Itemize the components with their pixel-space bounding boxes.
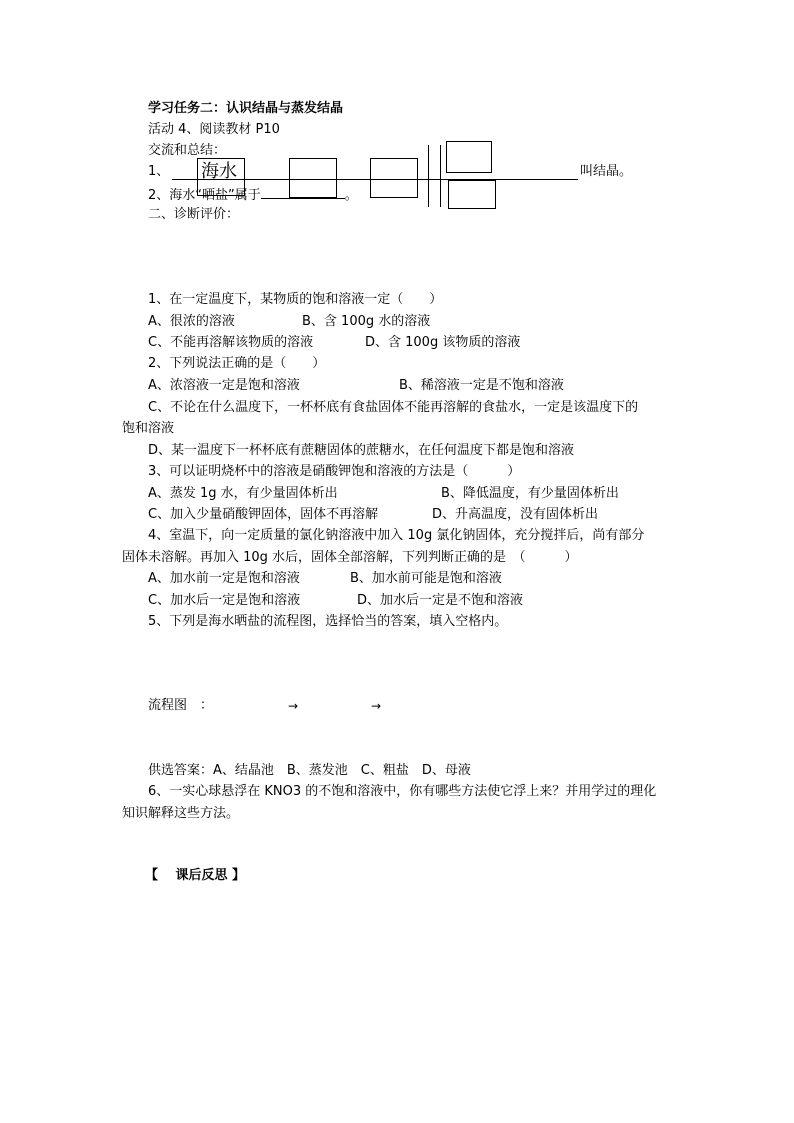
q2-option-c-line1: C、不论在什么温度下，一杯杯底有食盐固体不能再溶解的食盐水，一定是该温度下的 [148, 400, 639, 415]
q4-option-d: D、加水后一定是不饱和溶液 [357, 593, 524, 608]
q5-flow-arrow-1: → [288, 699, 299, 713]
item2-blank [261, 186, 345, 199]
activity-line: 活动 4、阅读教材 P10 [148, 122, 280, 137]
q4-stem-line1: 4、室温下，向一定质量的氯化钠溶液中加入 10g 氯化钠固体，充分搅拌后，尚有部分 [148, 528, 645, 543]
summary-heading: 交流和总结： [148, 143, 227, 158]
q6-line2: 知识解释这些方法。 [122, 806, 240, 821]
q2-option-b: B、稀溶液一定是不饱和溶液 [399, 378, 564, 393]
q3-option-c: C、加入少量硝酸钾固体，固体不再溶解 [148, 507, 379, 522]
q1-option-b: B、含 100g 水的溶液 [302, 314, 431, 329]
item2-line [148, 186, 358, 204]
diagram-divider-right [440, 145, 441, 207]
q3-option-a: A、蒸发 1g 水，有少量固体析出 [148, 486, 338, 501]
q4-stem-line2: 固体未溶解。再加入 10g 水后，固体全部溶解，下列判断正确的是 （ ） [122, 550, 578, 565]
q3-option-b: B、降低温度，有少量固体析出 [441, 486, 619, 501]
diagram-box-5 [448, 180, 496, 209]
diagram-box-3 [370, 158, 418, 198]
q5-stem: 5、下列是海水晒盐的流程图，选择恰当的答案，填入空格内。 [148, 614, 508, 629]
q4-option-b: B、加水前可能是饱和溶液 [350, 571, 502, 586]
task-title: 学习任务二：认识结晶与蒸发结晶 [148, 101, 344, 116]
item2-suffix: 。 [344, 188, 358, 203]
item1-prefix: 1、 [148, 164, 170, 179]
diagram-box-4 [446, 141, 492, 173]
q3-option-d: D、升高温度，没有固体析出 [432, 507, 599, 522]
q5-flow-arrow-2: → [371, 699, 382, 713]
q1-option-c: C、不能再溶解该物质的溶液 [148, 335, 314, 350]
q2-option-c-line2: 饱和溶液 [122, 421, 175, 436]
q2-stem: 2、下列说法正确的是（ ） [148, 356, 326, 371]
q2-option-a: A、浓溶液一定是饱和溶液 [148, 378, 300, 393]
item1-suffix: 叫结晶。 [580, 164, 633, 179]
evaluation-heading: 二、诊断评价： [148, 207, 240, 222]
q1-option-d: D、含 100g 该物质的溶液 [365, 335, 521, 350]
diagram-divider-left [428, 145, 429, 207]
q4-option-c: C、加水后一定是饱和溶液 [148, 593, 301, 608]
q4-option-a: A、加水前一定是饱和溶液 [148, 571, 300, 586]
q1-option-a: A、很浓的溶液 [148, 314, 235, 329]
q5-flow-label: 流程图 ： [148, 698, 214, 713]
q5-answer-options: 供选答案：A、结晶池 B、蒸发池 C、粗盐 D、母液 [148, 763, 471, 778]
q1-stem: 1、在一定温度下，某物质的饱和溶液一定（ ） [148, 292, 443, 307]
item2-prefix: 2、海水“晒盐”属于 [148, 188, 261, 203]
reflection-heading: 【 课后反思 】 [145, 868, 246, 883]
q3-stem: 3、可以证明烧杯中的溶液是硝酸钾饱和溶液的方法是（ ） [148, 464, 521, 479]
q2-option-d: D、某一温度下一杯杯底有蔗糖固体的蔗糖水，在任何温度下都是饱和溶液 [148, 443, 575, 458]
q6-line1: 6、一实心球悬浮在 KNO3 的不饱和溶液中，你有哪些方法使它浮上来？并用学过的理化 [148, 784, 657, 799]
diagram-box-seawater-label: 海水 [201, 161, 237, 182]
